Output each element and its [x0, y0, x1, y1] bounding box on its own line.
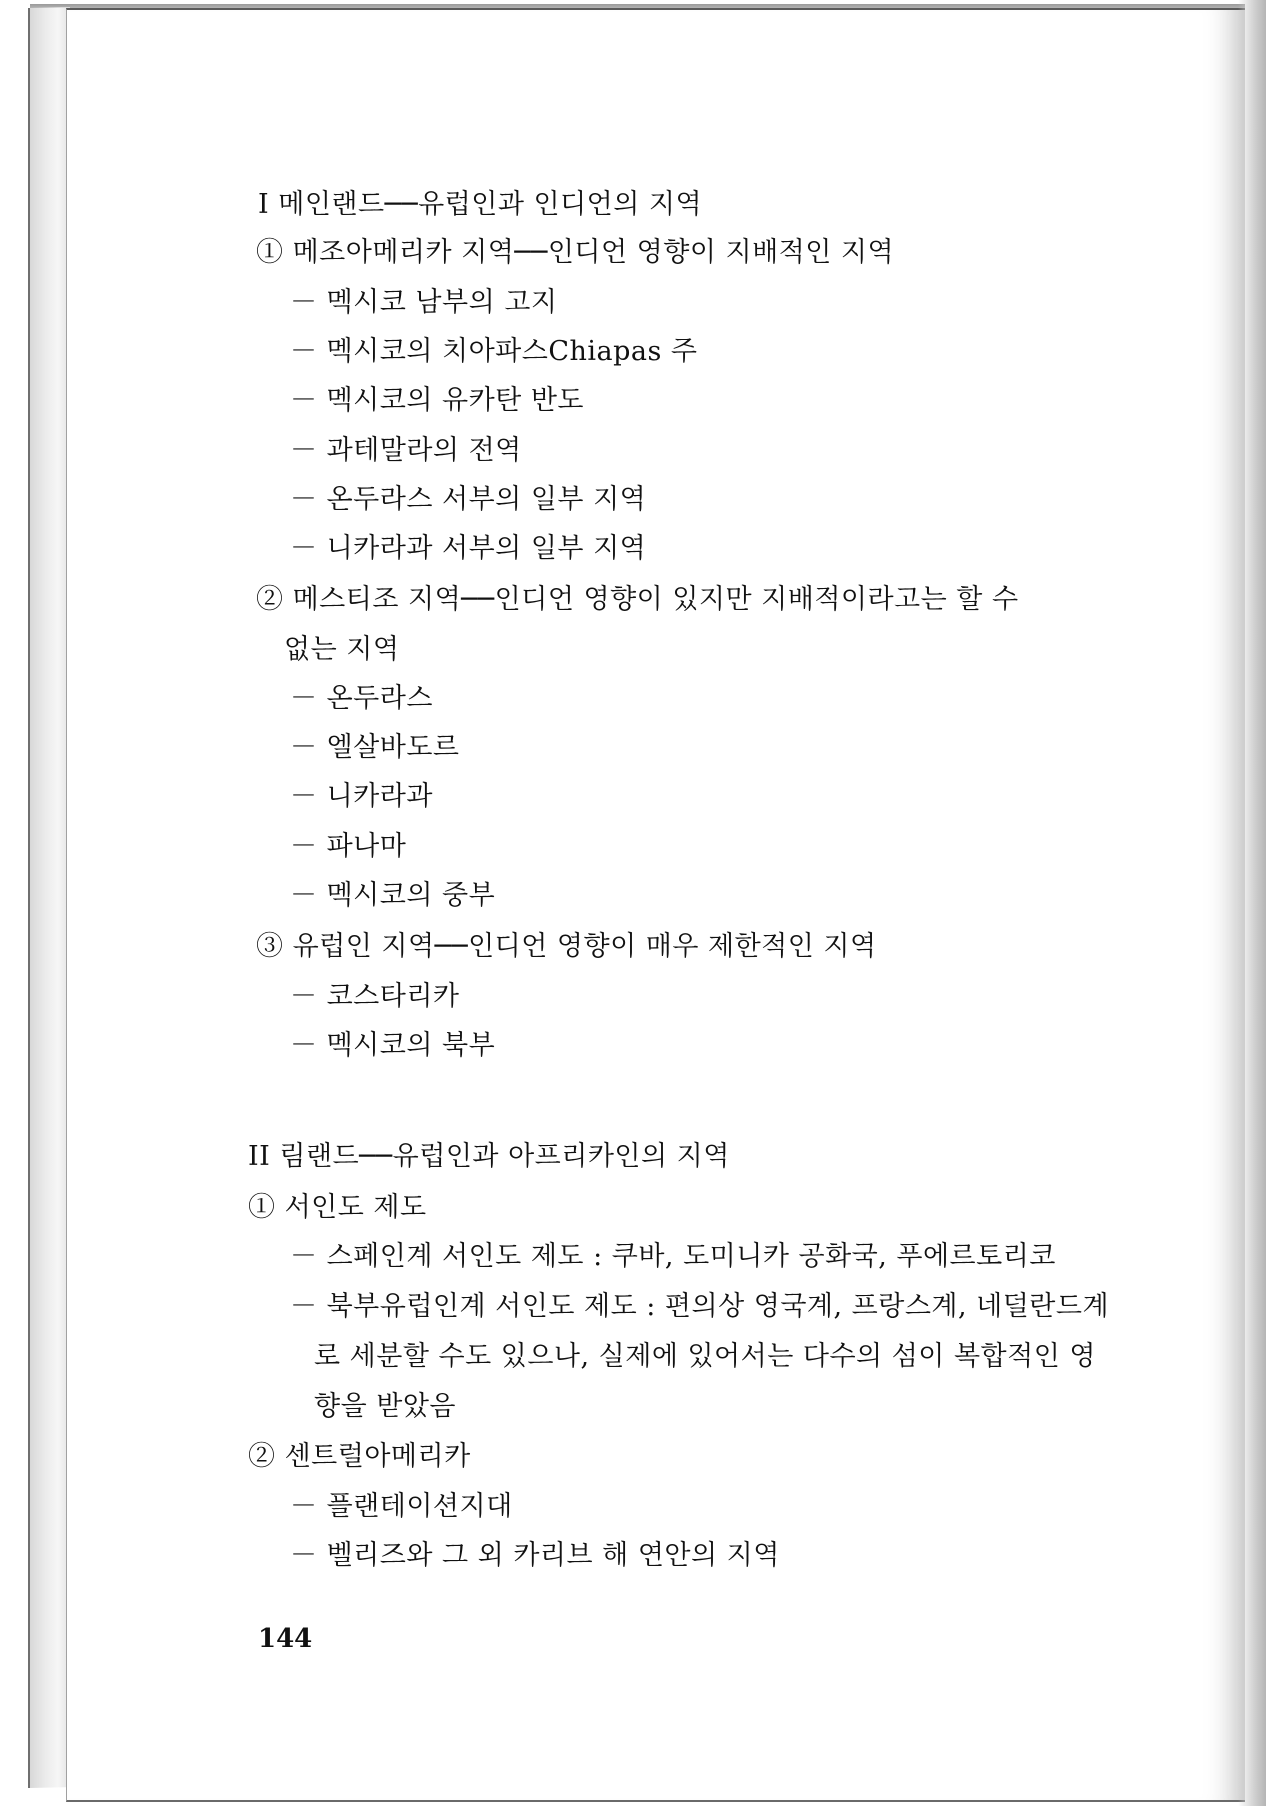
list-item: － 온두라스: [290, 683, 433, 714]
section-heading-mainland: I 메인랜드──유럽인과 인디언의 지역: [258, 189, 703, 220]
list-item: － 니카라과: [290, 781, 433, 812]
list-item: － 멕시코 남부의 고지: [290, 287, 558, 318]
subsection-title-mestizo-cont: 없는 지역: [284, 634, 400, 665]
page-number: 144: [258, 1624, 313, 1654]
list-item: － 멕시코의 치아파스Chiapas 주: [290, 336, 698, 367]
list-item: － 스페인계 서인도 제도 : 쿠바, 도미니카 공화국, 푸에르토리코: [290, 1241, 1056, 1272]
list-item-cont: 로 세분할 수도 있으나, 실제에 있어서는 다수의 섬이 복합적인 영: [314, 1341, 1096, 1372]
subsection-title-mestizo: ② 메스티조 지역──인디언 영향이 있지만 지배적이라고는 할 수: [256, 584, 1019, 615]
list-item: － 코스타리카: [290, 981, 460, 1012]
list-item: － 파나마: [290, 831, 407, 862]
list-item: － 멕시코의 중부: [290, 880, 496, 911]
list-item: － 벨리즈와 그 외 카리브 해 연안의 지역: [290, 1540, 780, 1571]
list-item: － 북부유럽인계 서인도 제도 : 편의상 영국계, 프랑스계, 네덜란드계: [290, 1291, 1110, 1322]
list-item: － 니카라과 서부의 일부 지역: [290, 533, 647, 564]
list-item: － 멕시코의 북부: [290, 1030, 496, 1061]
list-item-cont: 향을 받았음: [314, 1391, 456, 1422]
list-item: － 과테말라의 전역: [290, 435, 522, 466]
list-item: － 엘살바도르: [290, 732, 460, 763]
subsection-title-west-indies: ① 서인도 제도: [248, 1192, 427, 1223]
subsection-title-central-america: ② 센트럴아메리카: [248, 1441, 471, 1472]
subsection-title-european: ③ 유럽인 지역──인디언 영향이 매우 제한적인 지역: [256, 931, 877, 962]
list-item: － 온두라스 서부의 일부 지역: [290, 484, 647, 515]
section-heading-rimland: II 림랜드──유럽인과 아프리카인의 지역: [248, 1141, 730, 1172]
list-item: － 멕시코의 유카탄 반도: [290, 385, 584, 416]
list-item: － 플랜테이션지대: [290, 1491, 513, 1522]
subsection-title-mesoamerica: ① 메조아메리카 지역──인디언 영향이 지배적인 지역: [256, 237, 895, 268]
